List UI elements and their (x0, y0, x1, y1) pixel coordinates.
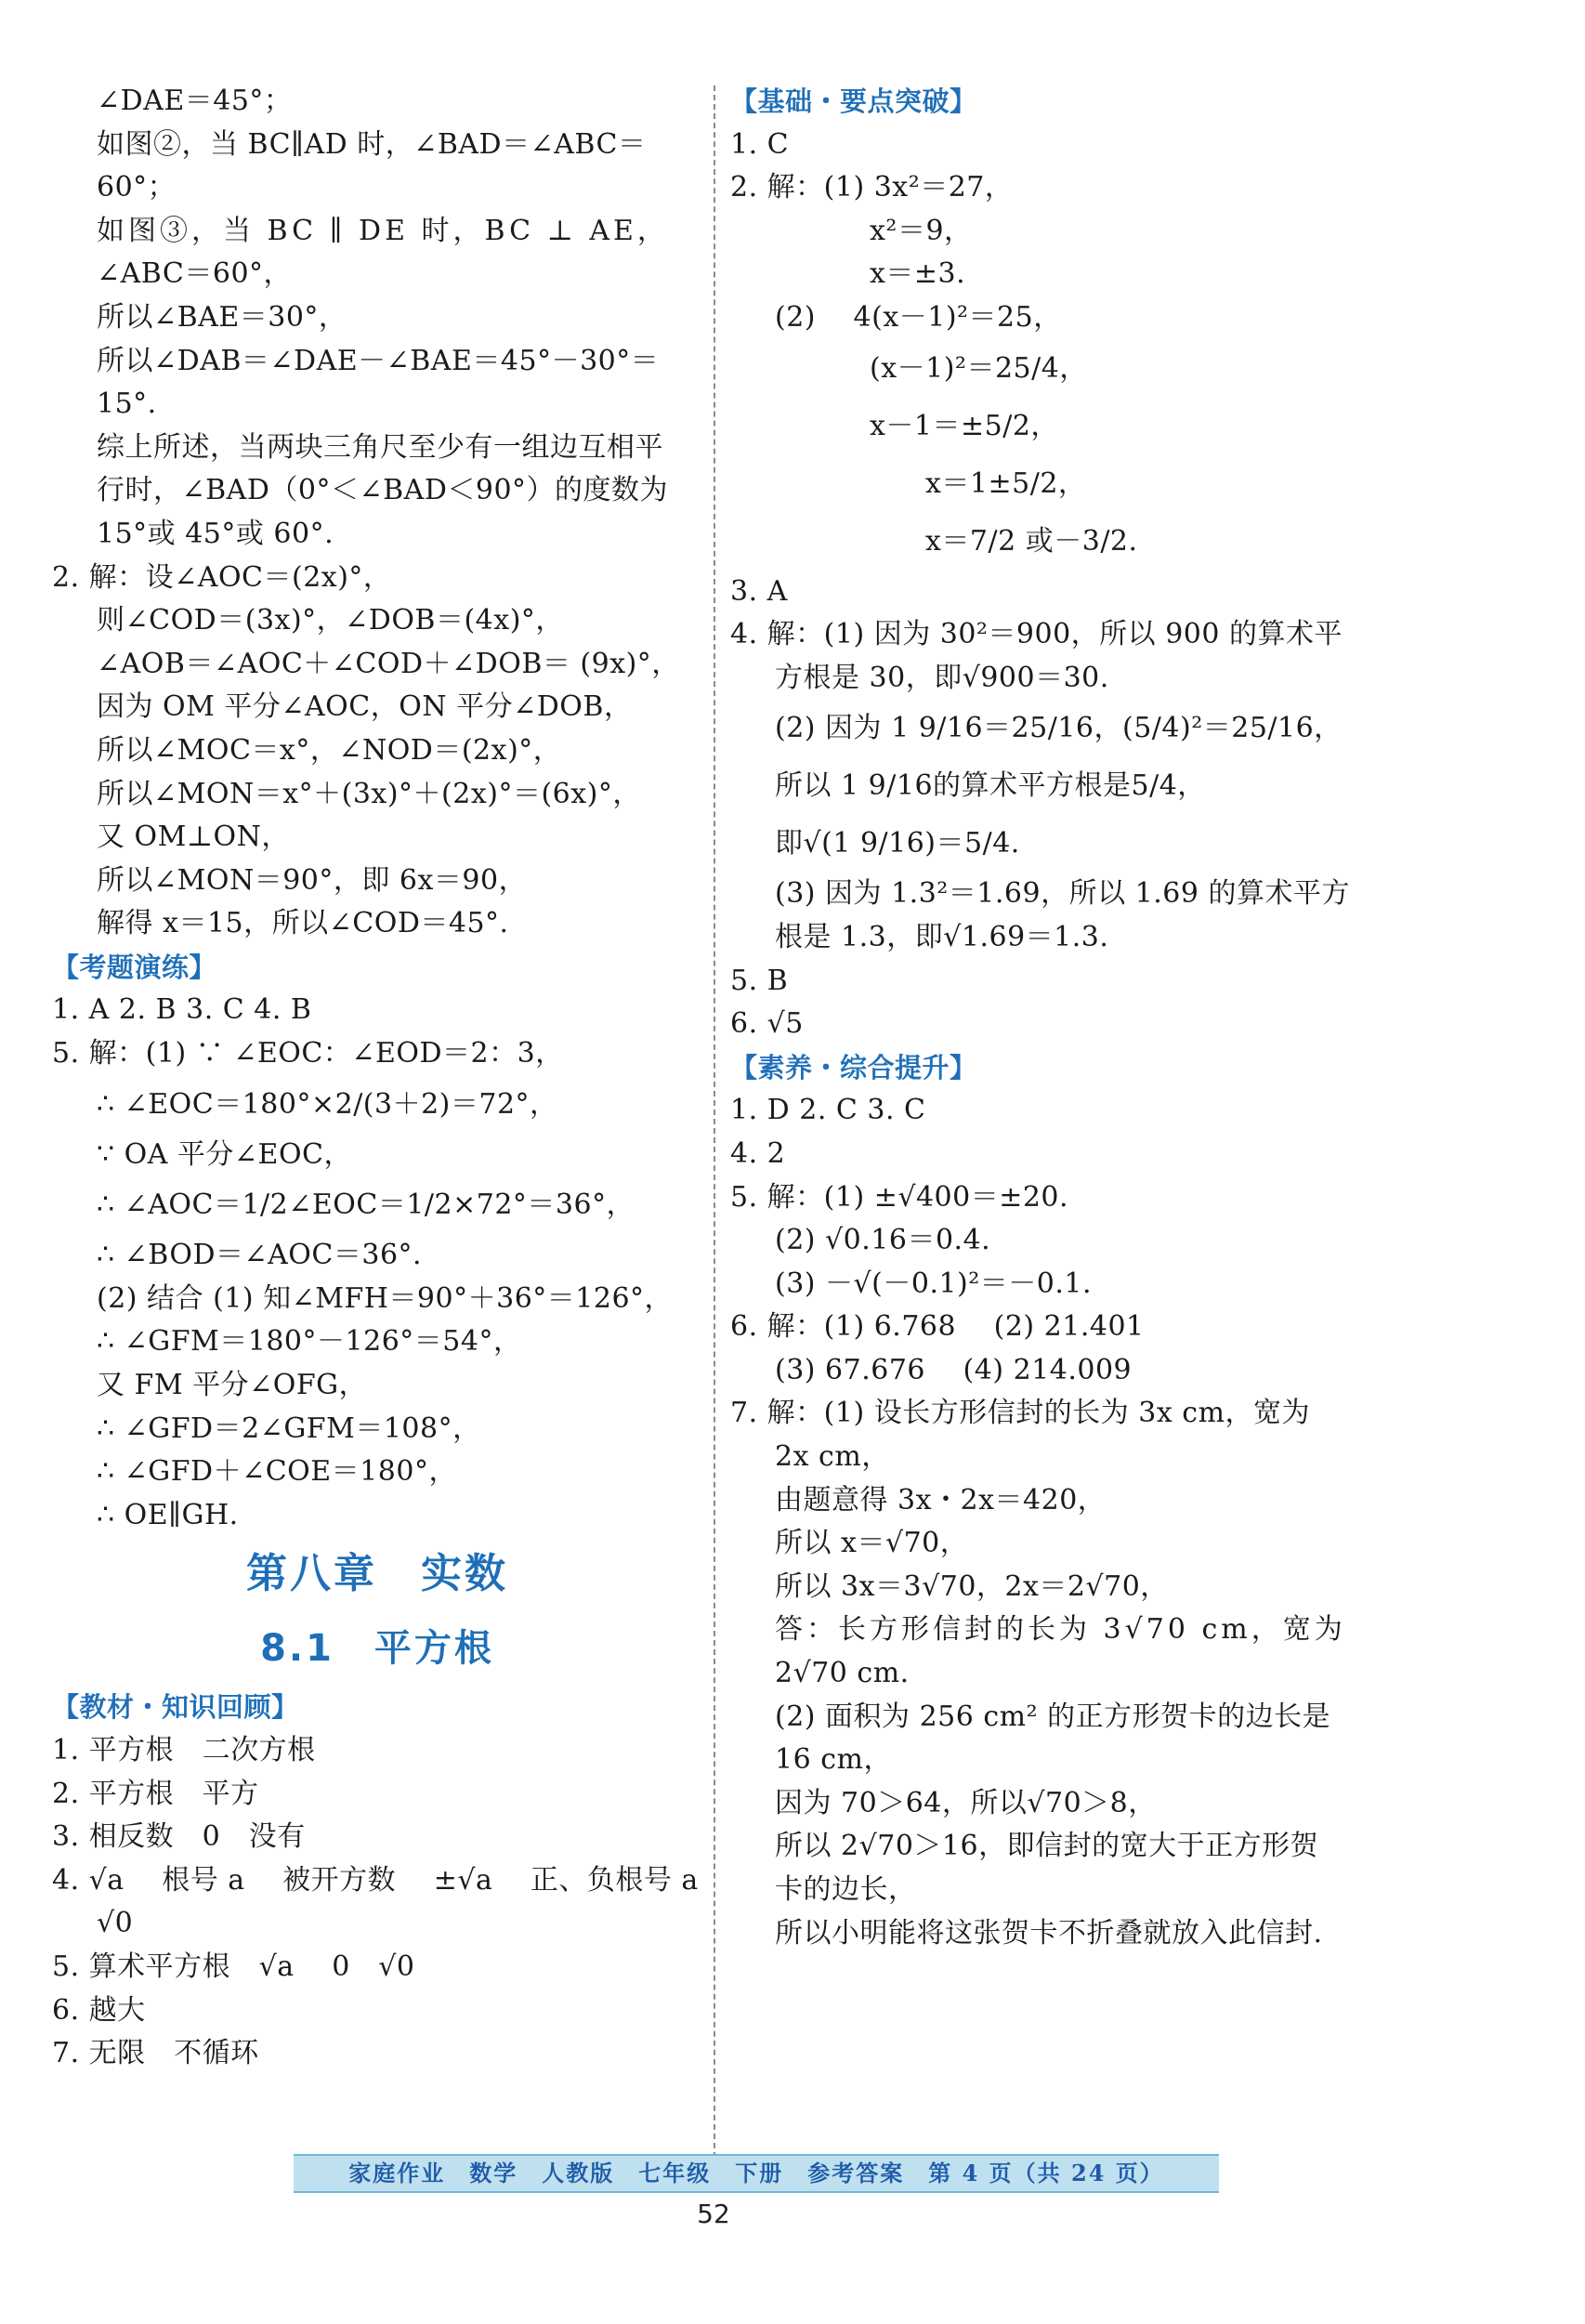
text-line: 方根是 30，即√900＝30. (775, 661, 1109, 694)
text-line: ∴ ∠BOD＝∠AOC＝36°. (97, 1239, 423, 1272)
column-divider (714, 85, 715, 2158)
text-line: 则∠COD＝(3x)°，∠DOB＝(4x)°， (97, 604, 564, 637)
text-line: 60°； (97, 171, 177, 204)
text-line: 卡的边长， (775, 1873, 917, 1906)
text-line: 7. 无限 不循环 (52, 2037, 259, 2070)
text-line: (3) 因为 1.3²＝1.69，所以 1.69 的算术平方 (775, 877, 1350, 911)
text-line: 2. 解：(1) 3x²＝27， (730, 171, 1014, 204)
section-heading: 【教材・知识回顾】 (52, 1691, 299, 1724)
text-line: ∴ ∠GFM＝180°－126°＝54°， (97, 1325, 522, 1359)
text-line: 6. 越大 (52, 1993, 146, 2027)
text-line: (2) 面积为 256 cm² 的正方形贺卡的边长是 (775, 1700, 1331, 1733)
text-line: 所以∠BAE＝30°， (97, 300, 347, 334)
text-line: 2. 平方根 平方 (52, 1777, 259, 1810)
text-line: 16 cm， (775, 1743, 892, 1777)
text-line: 又 OM⊥ON， (97, 821, 290, 854)
text-line: (2) 因为 1 9/16＝25/16，(5/4)²＝25/16， (775, 712, 1343, 745)
text-line: 行时，∠BAD（0°＜∠BAD＜90°）的度数为 (97, 474, 669, 507)
text-line: 所以∠MON＝90°，即 6x＝90， (97, 863, 528, 897)
text-line: ∴ ∠EOC＝180°×2/(3＋2)＝72°， (97, 1087, 558, 1121)
text-line: 4. 2 (730, 1136, 786, 1170)
text-line: 3. A (730, 574, 788, 608)
text-line: 所以 1 9/16的算术平方根是5/4， (775, 769, 1206, 803)
text-line: (2) 结合 (1) 知∠MFH＝90°＋36°＝126°， (97, 1281, 674, 1315)
page-number: 52 (697, 2199, 730, 2229)
section-heading: 【基础・要点突破】 (730, 85, 977, 117)
text-line: 所以小明能将这张贺卡不折叠就放入此信封. (775, 1916, 1323, 1950)
text-line: x²＝9， (870, 214, 973, 247)
text-line: 因为 OM 平分∠AOC，ON 平分∠DOB， (97, 690, 633, 724)
text-line: ∠AOB＝∠AOC＋∠COD＋∠DOB＝ (9x)°， (97, 647, 680, 680)
text-line: 7. 解：(1) 设长方形信封的长为 3x cm，宽为 (730, 1397, 1311, 1430)
text-line: 即√(1 9/16)＝5/4. (775, 827, 1020, 860)
text-line: 5. 解：(1) ±√400＝±20. (730, 1180, 1069, 1214)
text-line: 2. 解：设∠AOC＝(2x)°， (52, 560, 392, 594)
text-line: 所以 3x＝3√70，2x＝2√70， (775, 1569, 1169, 1603)
text-line: 如图③，当 BC ∥ DE 时，BC ⊥ AE， (97, 214, 669, 247)
text-line: 2√70 cm. (775, 1657, 910, 1690)
text-line: 3. 相反数 0 没有 (52, 1820, 306, 1854)
text-line: 15°或 45°或 60°. (97, 517, 334, 550)
text-line: 所以 x＝√70， (775, 1527, 969, 1560)
text-line: ∠ABC＝60°， (97, 257, 293, 291)
text-line: (2) √0.16＝0.4. (775, 1224, 991, 1257)
text-line: (2) 4(x－1)²＝25， (775, 300, 1062, 334)
text-line: 由题意得 3x・2x＝420， (775, 1483, 1107, 1517)
text-line: 所以∠MON＝x°＋(3x)°＋(2x)°＝(6x)°， (97, 777, 641, 810)
text-line: 如图②，当 BC∥AD 时，∠BAD＝∠ABC＝ (97, 127, 647, 161)
text-line: 解得 x＝15，所以∠COD＝45°. (97, 907, 509, 940)
text-line: 4. 解：(1) 因为 30²＝900，所以 900 的算术平 (730, 618, 1343, 651)
text-line: 所以 2√70＞16，即信封的宽大于正方形贺 (775, 1830, 1319, 1863)
text-line: 所以∠DAB＝∠DAE－∠BAE＝45°－30°＝ (97, 344, 660, 377)
text-line: √0 (97, 1907, 134, 1940)
text-line: ∴ ∠AOC＝1/2∠EOC＝1/2×72°＝36°， (97, 1188, 635, 1222)
text-line: ∴ ∠GFD＝2∠GFM＝108°， (97, 1411, 481, 1445)
left-column (52, 80, 702, 2076)
text-line: 6. 解：(1) 6.768 (2) 21.401 (730, 1310, 1145, 1344)
footer-banner: 家庭作业 数学 人教版 七年级 下册 参考答案 第 4 页（共 24 页） (294, 2154, 1219, 2193)
text-line: 5. B (730, 964, 789, 997)
text-line: 1. A 2. B 3. C 4. B (52, 993, 312, 1027)
text-line: (x－1)²＝25/4， (870, 351, 1088, 385)
text-line: 1. D 2. C 3. C (730, 1094, 926, 1127)
text-line: 5. 解：(1) ∵ ∠EOC：∠EOD＝2：3， (52, 1037, 564, 1070)
text-line: 根是 1.3，即√1.69＝1.3. (775, 920, 1109, 953)
text-line: ∠DAE＝45°； (97, 85, 293, 117)
text-line: 5. 算术平方根 √a 0 √0 (52, 1950, 415, 1983)
text-line: (3) 67.676 (4) 214.009 (775, 1353, 1133, 1386)
text-line: 6. √5 (730, 1007, 804, 1041)
text-line: x＝1±5/2， (925, 466, 1087, 500)
text-line: x－1＝±5/2， (870, 409, 1059, 442)
section-heading: 【素养・综合提升】 (730, 1051, 977, 1083)
text-line: 综上所述，当两块三角尺至少有一组边互相平 (97, 430, 663, 464)
right-column (730, 80, 1399, 1955)
text-line: (3) －√(－0.1)²＝－0.1. (775, 1267, 1093, 1300)
text-line: x＝±3. (870, 257, 966, 291)
text-line: x＝7/2 或－3/2. (925, 524, 1138, 558)
text-line: 15°. (97, 387, 157, 421)
section-title: 8.1 平方根 (260, 1627, 494, 1671)
text-line: 又 FM 平分∠OFG， (97, 1369, 368, 1402)
text-line: 1. C (730, 127, 790, 161)
text-line: 2x cm， (775, 1440, 890, 1474)
text-line: 所以∠MOC＝x°，∠NOD＝(2x)°， (97, 733, 562, 767)
text-line: 因为 70＞64，所以√70＞8， (775, 1786, 1157, 1819)
text-line: 1. 平方根 二次方根 (52, 1734, 316, 1766)
chapter-title: 第八章 实数 (246, 1550, 508, 1598)
text-line: 4. √a 根号 a 被开方数 ±√a 正、负根号 a (52, 1863, 699, 1897)
text-line: ∵ OA 平分∠EOC， (97, 1137, 353, 1171)
text-line: 答：长方形信封的长为 3√70 cm，宽为 (775, 1613, 1346, 1647)
text-line: ∴ OE∥GH. (97, 1498, 239, 1531)
text-line: ∴ ∠GFD＋∠COE＝180°， (97, 1455, 457, 1489)
section-heading: 【考题演练】 (52, 951, 217, 983)
